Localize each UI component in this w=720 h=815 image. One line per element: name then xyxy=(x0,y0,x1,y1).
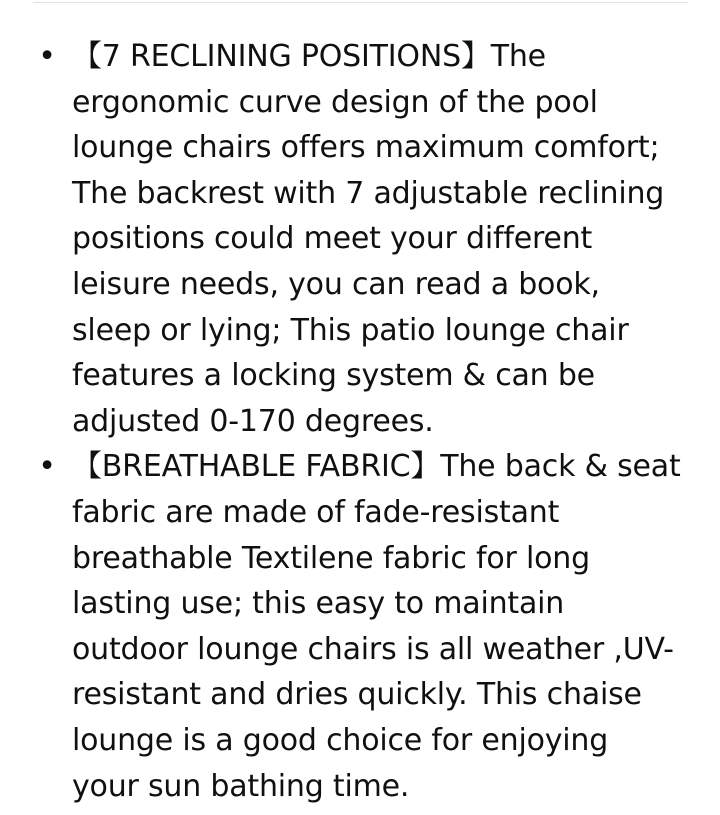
bullet-dot-icon: • xyxy=(38,449,56,485)
section-divider xyxy=(33,2,688,3)
feature-bullet-text: 【BREATHABLE FABRIC】The back & seat fabric are made of fade-resistant breathable Textilene fabric for long lasting use; this easy to maintain outdoor lounge chairs is all weather ,UV-resistant and dries quickly. This chaise lounge is a good choice for enjoying your sun bathing time. xyxy=(72,449,681,804)
bullet-dot-icon: • xyxy=(38,39,56,74)
feature-bullet-text: 【7 RECLINING POSITIONS】The ergonomic curve design of the pool lounge chairs offers maximum comfort; The backrest with 7 adjustable reclining positions could meet your different leisure needs, you can read a book, sleep or lying; This patio lounge chair features a locking system & can be adjusted 0-170 degrees. xyxy=(72,39,665,439)
feature-bullet-list xyxy=(0,34,720,809)
feature-bullet-breathable-fabric xyxy=(0,444,720,809)
feature-bullet-reclining-positions xyxy=(0,34,720,444)
